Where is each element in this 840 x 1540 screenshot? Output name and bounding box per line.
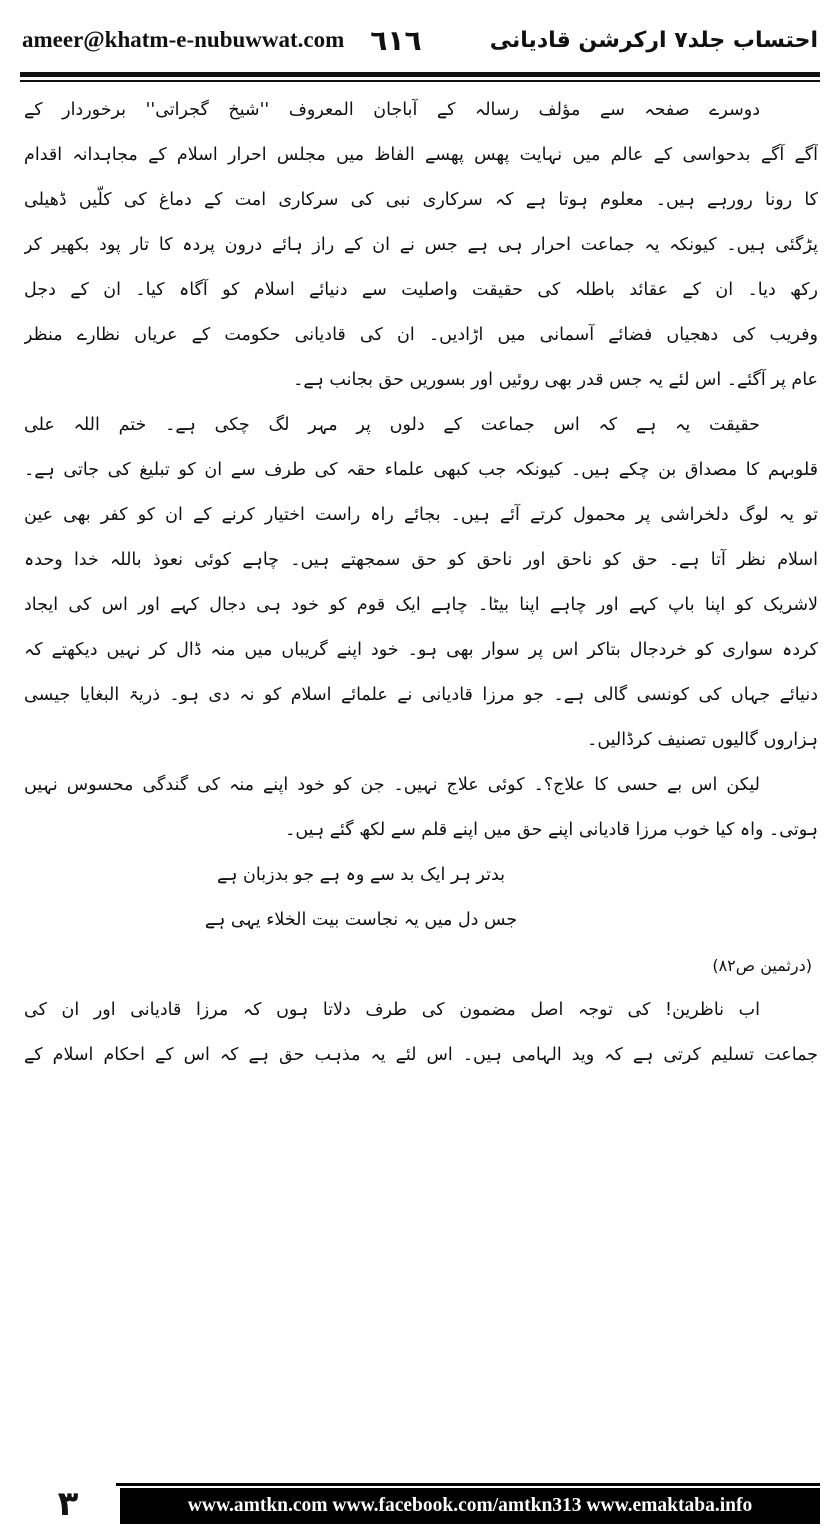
text-line: حقیقت یہ ہے کہ اس جماعت کے دلوں پر مہر لگ چکی ہے۔ ختم اللہ علی: [24, 415, 760, 435]
text-line: اب ناظرین! کی توجہ اصل مضمون کی طرف دلاتا ہوں کہ مرزا قادیانی اور ان کی: [24, 1000, 760, 1020]
text-line: رکھ دیا۔ ان کے عقائد باطلہ کی حقیقت واصلیت سے دنیائے اسلام کو آگاہ کیا۔ ان کے دجل: [24, 280, 818, 300]
page-header: [22, 14, 818, 66]
page-footer: [20, 1482, 820, 1526]
text-line: پڑگئی ہیں۔ کیونکہ یہ جماعت احرار ہی ہے جس نے ان کے راز ہائے درون پردہ کا تار پود بکھیر کر: [24, 235, 818, 255]
text-line: ہزاروں گالیوں تصنیف کرڈالیں۔: [587, 730, 818, 750]
header-left-group: [22, 24, 422, 57]
text-line: عام پر آگئے۔ اس لئے یہ جس قدر بھی روئیں اور بسوریں حق بجانب ہے۔: [293, 370, 818, 390]
text-line: آگے آگے بدحواسی کے عالم میں نہایت پھس پھسے الفاظ میں مجلس احرار اسلام کے مجاہدانہ اقدام: [24, 145, 818, 165]
text-line: کردہ سواری کو خردجال بتاکر اس پر سوار بھی ہو۔ خود اپنے گریباں میں منہ ڈال کر نہیں دیکھتے کہ: [24, 640, 818, 660]
page-number: ٦١٦: [370, 23, 422, 57]
citation: (درثمین ص۸۲): [712, 956, 812, 975]
book-title: احتساب جلد۷ ارکرشن قادیانی: [489, 27, 818, 53]
text-line: کا رونا رورہے ہیں۔ معلوم ہوتا ہے کہ سرکاری نبی کی سرکاری امت کے دماغ کی کلّیں ڈھیلی: [24, 190, 818, 210]
header-rule-thick: [20, 72, 820, 77]
body-paragraphs: [24, 88, 818, 853]
text-line: لاشریک کو اپنا باپ کہے اور چاہے اپنا بیٹا۔ چاہے ایک قوم کو خود ہی دجال کہے اور اس کی ایجاد: [24, 595, 818, 615]
text-line: اسلام نظر آتا ہے۔ حق کو ناحق اور ناحق کو حق سمجھتے ہیں۔ چاہے کوئی نعوذ باللہ خدا وحدہ: [24, 550, 818, 570]
footer-page-marker: ۳: [57, 1484, 79, 1524]
text-line: دنیائے جہاں کی کونسی گالی ہے۔ جو مرزا قادیانی نے علمائے اسلام کو نہ دی ہو۔ ذریۃ البغایا جیسی: [24, 685, 818, 705]
header-rule-thin: [20, 80, 820, 82]
text-line: ہوتی۔ واہ کیا خوب مرزا قادیانی اپنے حق میں اپنے قلم سے لکھ گئے ہیں۔: [285, 820, 818, 840]
footer-links-bar[interactable]: [120, 1488, 820, 1524]
text-line: جماعت تسلیم کرتی ہے کہ وید الہامی ہیں۔ اس لئے یہ مذہب حق ہے کہ اس کے احکام اسلام کے: [24, 1045, 818, 1065]
text-line: لیکن اس بے حسی کا علاج؟۔ کوئی علاج نہیں۔ جن کو خود اپنے منہ کی گندگی محسوس نہیں: [24, 775, 760, 795]
text-line: قلوبہم کا مصداق بن چکے ہیں۔ کیونکہ جب کبھی علماء حقہ کی طرف سے ان کو تبلیغ کی جاتی ہے۔: [24, 460, 818, 480]
text-line: وفریب کی دھجیاں فضائے آسمانی میں اڑادیں۔ ان کی قادیانی حکومت کے عریاں نظارے منظر: [24, 325, 818, 345]
header-email-link[interactable]: ameer@khatm-e-nubuwwat.com: [22, 27, 345, 52]
verse-line: جس دل میں یہ نجاست بیت الخلاء یہی ہے: [204, 910, 518, 930]
text-line: تو یہ لوگ دلخراشی پر محمول کرتے آئے ہیں۔ بجائے راہ راست اختیار کرنے کے ان کو کفر بھی عین: [24, 505, 818, 525]
page-body: [24, 88, 818, 1470]
closing-paragraph: [24, 988, 818, 1078]
text-line: دوسرے صفحہ سے مؤلف رسالہ کے آباجان المعروف ''شیخ گجراتی'' برخوردار کے: [24, 100, 760, 120]
verse-line: بدتر ہر ایک بد سے وہ ہے جو بدزبان ہے: [216, 865, 506, 885]
footer-links-text[interactable]: www.amtkn.com www.facebook.com/amtkn313 www.emaktaba.info: [187, 1495, 753, 1516]
